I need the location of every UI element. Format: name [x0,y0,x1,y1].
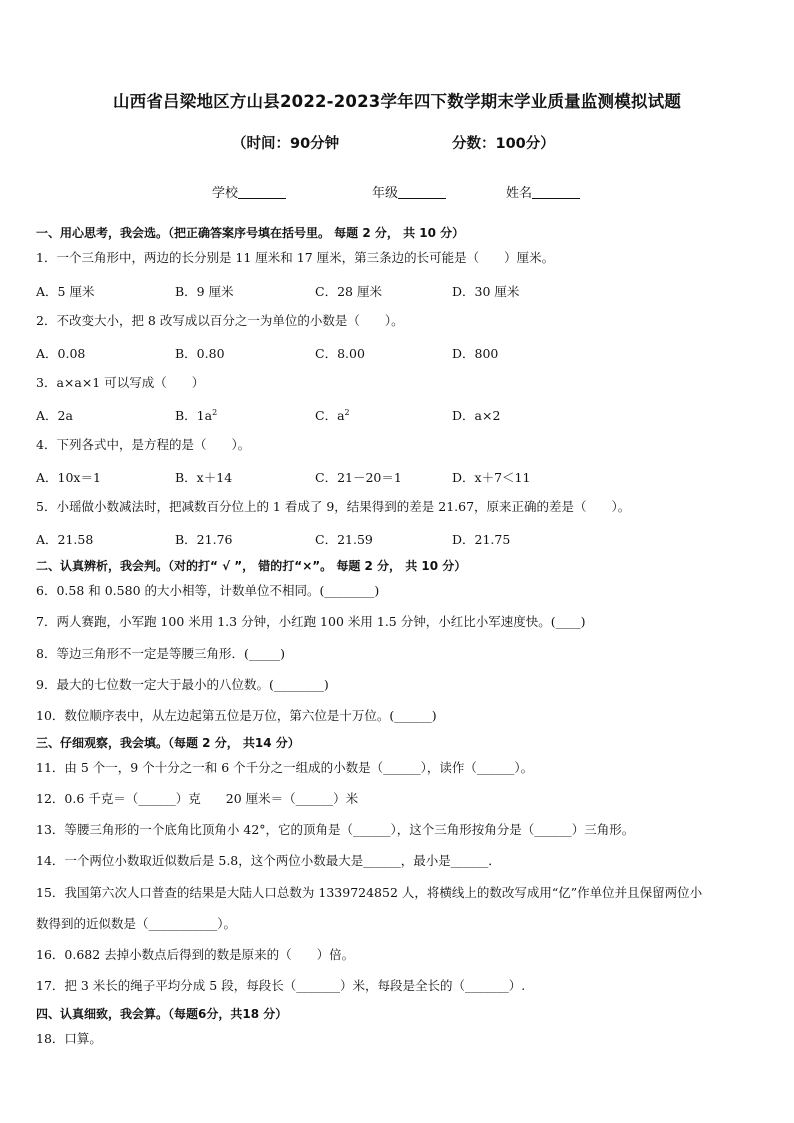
question-9: 9．最大的七位数一定大于最小的八位数。(________) [36,677,329,692]
question-5: 5．小瑶做小数减法时，把减数百分位上的 1 看成了 9，结果得到的差是 21.67，原来正确的差是（ ）。 [36,499,631,514]
q3-option-a[interactable]: A．2a [36,408,73,423]
section-3-heading: 三、仔细观察，我会填。（每题 2 分， 共14 分） [36,736,300,750]
exam-time: （时间：90分钟 [232,136,340,152]
school-blank[interactable] [238,186,286,199]
question-16: 16．0.682 去掉小数点后得到的数是原来的（ ）倍。 [36,947,355,962]
question-7: 7．两人赛跑，小军跑 100 米用 1.3 分钟，小红跑 100 米用 1.5 分钟，小红比小军速度快。(____) [36,614,586,629]
q2-option-a[interactable]: A．0.08 [36,346,86,361]
exam-score: 分数：100分） [452,136,555,152]
question-11: 11．由 5 个一，9 个十分之一和 6 个千分之一组成的小数是（______），读作（______）。 [36,760,534,775]
grade-label: 年级 [372,186,399,201]
name-field[interactable] [506,182,580,201]
section-1-heading: 一、用心思考，我会选。（把正确答案序号填在括号里。 每题 2 分， 共 10 分） [36,226,465,240]
q1-option-b[interactable]: B．9 厘米 [175,284,234,299]
q5-option-b[interactable]: B．21.76 [175,532,233,547]
question-1: 1．一个三角形中，两边的长分别是 11 厘米和 17 厘米，第三条边的长可能是（ ）厘米。 [36,250,555,265]
q5-option-d[interactable]: D．21.75 [452,532,511,547]
q4-option-d[interactable]: D．x＋7＜11 [452,470,531,485]
q5-option-c[interactable]: C．21.59 [315,532,373,547]
question-15-line-2: 数得到的近似数是（___________）。 [36,916,237,931]
name-label: 姓名 [506,186,533,201]
q5-option-a[interactable]: A．21.58 [36,532,94,547]
question-4: 4．下列各式中，是方程的是（ ）。 [36,437,251,452]
question-17: 17．把 3 米长的绳子平均分成 5 段，每段长（_______）米，每段是全长的（_______）. [36,978,526,993]
school-label: 学校 [212,186,239,201]
q3-option-d[interactable]: D．a×2 [452,408,501,423]
q4-option-b[interactable]: B．x＋14 [175,470,233,485]
q3-option-c-exponent: 2 [344,407,350,417]
q2-option-b[interactable]: B．0.80 [175,346,225,361]
question-2: 2．不改变大小，把 8 改写成以百分之一为单位的小数是（ ）。 [36,313,404,328]
q1-option-c[interactable]: C．28 厘米 [315,284,382,299]
section-2-heading: 二、认真辨析，我会判。（对的打“ √ ”， 错的打“×”。 每题 2 分， 共 10 分） [36,559,467,573]
question-15-line-1: 15．我国第六次人口普查的结果是大陆人口总数为 1339724852 人，将横线上的数改写成用“亿”作单位并且保留两位小 [36,885,703,900]
q4-option-c[interactable]: C．21－20＝1 [315,470,402,485]
question-10: 10．数位顺序表中，从左边起第五位是万位，第六位是十万位。(______) [36,708,437,723]
q4-option-a[interactable]: A．10x＝1 [36,470,101,485]
q2-option-c[interactable]: C．8.00 [315,346,365,361]
question-12: 12．0.6 千克＝（______）克 20 厘米＝（______）米 [36,791,359,806]
page-title: 山西省吕梁地区方山县2022-2023学年四下数学期末学业质量监测模拟试题 [112,92,682,111]
question-18: 18．口算。 [36,1031,102,1046]
q3-option-b-text: B．1a [175,408,213,423]
q1-option-d[interactable]: D．30 厘米 [452,284,520,299]
q1-option-a[interactable]: A．5 厘米 [36,284,95,299]
grade-field[interactable] [372,182,446,201]
q2-option-d[interactable]: D．800 [452,346,499,361]
school-field[interactable] [212,182,286,201]
q3-option-b[interactable] [175,406,217,424]
question-13: 13．等腰三角形的一个底角比顶角小 42°，它的顶角是（______），这个三角形按角分是（______）三角形。 [36,822,635,837]
grade-blank[interactable] [398,186,446,199]
question-14: 14．一个两位小数取近似数后是 5.8，这个两位小数最大是______，最小是______． [36,853,501,868]
q3-option-c[interactable] [315,406,350,424]
q3-option-c-text: C．a [315,408,345,423]
question-8: 8．等边三角形不一定是等腰三角形．(_____) [36,646,285,661]
question-3: 3．a×a×1 可以写成（ ） [36,375,205,390]
section-4-heading: 四、认真细致，我会算。（每题6分，共18 分） [36,1007,288,1021]
q3-option-b-exponent: 2 [212,407,218,417]
name-blank[interactable] [532,186,580,199]
question-6: 6．0.58 和 0.580 的大小相等，计数单位不相同。(________) [36,583,380,598]
